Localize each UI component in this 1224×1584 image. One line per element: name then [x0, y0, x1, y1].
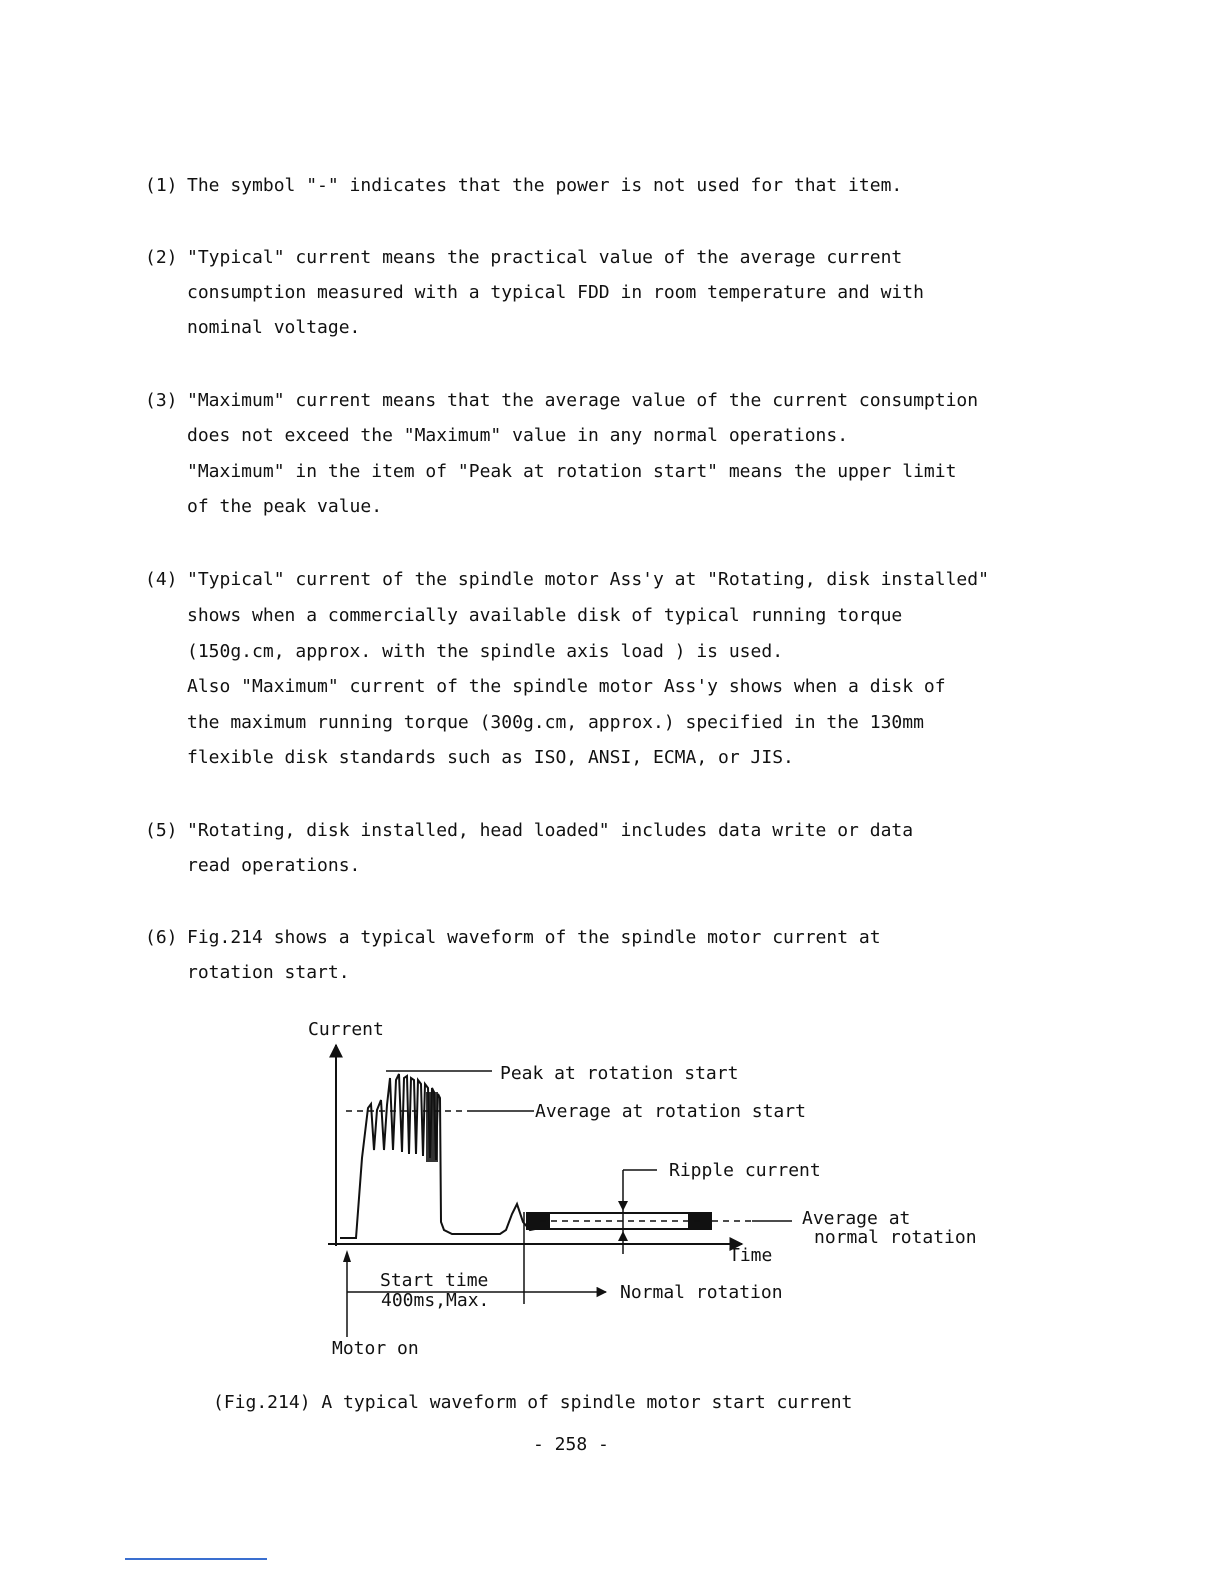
figure-caption: (Fig.214) A typical waveform of spindle motor start current	[213, 1392, 853, 1413]
note-line: "Typical" current means the practical value of the average current	[187, 247, 903, 268]
peak-label: Peak at rotation start	[500, 1063, 739, 1084]
note-number: (2)	[145, 247, 178, 268]
start-time-label: Start time	[380, 1270, 489, 1291]
note-line: rotation start.	[187, 962, 350, 983]
note-line: "Typical" current of the spindle motor Ass'y at "Rotating, disk installed"	[187, 569, 989, 590]
ripple-label: Ripple current	[669, 1160, 821, 1181]
y-axis-label: Current	[308, 1019, 384, 1040]
note-line: Fig.214 shows a typical waveform of the spindle motor current at	[187, 927, 881, 948]
note-line: shows when a commercially available disk of typical running torque	[187, 605, 903, 626]
note-number: (5)	[145, 820, 178, 841]
note-line: consumption measured with a typical FDD in room temperature and with	[187, 282, 924, 303]
footer-rule	[125, 1558, 267, 1560]
note-number: (3)	[145, 390, 178, 411]
average-normal-label-1: Average at	[802, 1208, 911, 1229]
current-waveform	[340, 1074, 540, 1238]
note-number: (4)	[145, 569, 178, 590]
note-line: The symbol "-" indicates that the power is not used for that item.	[187, 175, 903, 196]
note-line: the maximum running torque (300g.cm, approx.) specified in the 130mm	[187, 712, 924, 733]
note-number: (6)	[145, 927, 178, 948]
note-line: "Maximum" current means that the average value of the current consumption	[187, 390, 979, 411]
burst-fill	[426, 1092, 438, 1162]
ripple-arrow-up	[618, 1231, 628, 1241]
motor-on-label: Motor on	[332, 1338, 419, 1359]
x-axis-label: Time	[729, 1245, 773, 1266]
ripple-arrow-down	[618, 1201, 628, 1211]
note-number: (1)	[145, 175, 178, 196]
note-line: "Rotating, disk installed, head loaded" includes data write or data	[187, 820, 914, 841]
average-start-label: Average at rotation start	[535, 1101, 806, 1122]
normal-rotation-label: Normal rotation	[620, 1282, 783, 1303]
note-line: flexible disk standards such as ISO, ANSI, ECMA, or JIS.	[187, 747, 794, 768]
ripple-band-left	[526, 1212, 550, 1230]
note-line: Also "Maximum" current of the spindle motor Ass'y shows when a disk of	[187, 676, 946, 697]
motor-on-arrow	[343, 1250, 351, 1262]
note-line: of the peak value.	[187, 496, 383, 517]
note-line: "Maximum" in the item of "Peak at rotation start" means the upper limit	[187, 461, 957, 482]
page-number: - 258 -	[533, 1434, 609, 1455]
note-line: does not exceed the "Maximum" value in any normal operations.	[187, 425, 849, 446]
start-time-value: 400ms,Max.	[381, 1290, 490, 1311]
average-normal-label-2: normal rotation	[814, 1227, 977, 1248]
note-line: nominal voltage.	[187, 317, 361, 338]
note-line: read operations.	[187, 855, 361, 876]
note-line: (150g.cm, approx. with the spindle axis load ) is used.	[187, 641, 784, 662]
